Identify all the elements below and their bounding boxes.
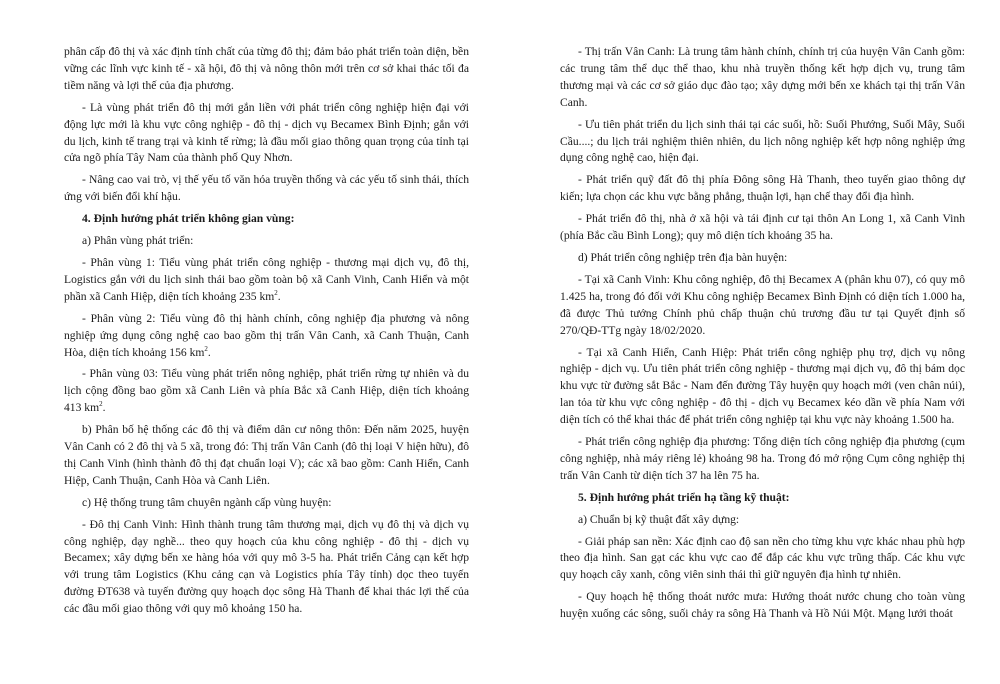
paragraph: b) Phân bố hệ thống các đô thị và điểm dân cư nông thôn: Đến năm 2025, huyện Vân Canh có 2 đô thị và 5 xã, trong đó: Thị trấn Vân Canh (đô thị loại V hiện hữu), đô thị Canh Vinh (hình thành đô thị đạt chuẩn loại V); các xã bao gồm: Canh Hiển, Canh Hiệp, Canh Thuận, Canh Hòa và Canh Liên. [64, 423, 469, 487]
paragraph: - Đô thị Canh Vinh: Hình thành trung tâm thương mại, dịch vụ đô thị và dịch vụ công nghiệp, dạy nghề... theo quy hoạch của khu công nghiệp - đô thị - dịch vụ Becamex; xây dựng bến xe hàng hóa với quy mô 3-5 ha. Phát triển Cảng cạn kết hợp với trung tâm Logistics (Khu cảng cạn và Logistics phía Tây tỉnh) dọc theo tuyến đường ĐT638 và tuyến đường quy hoạch dọc sông Hà Thanh để khai thác lợi thế của các đầu mối giao thông với quy mô khoảng 150 ha. [64, 517, 469, 616]
paragraph: c) Hệ thống trung tâm chuyên ngành cấp vùng huyện: [82, 495, 332, 509]
paragraph-text: - Phân vùng 03: Tiểu vùng phát triển nông nghiệp, phát triển rừng tự nhiên và du lịch cộng đồng bao gồm xã Canh Liên và phía Bắc xã Canh Hiệp, diện tích khoảng 413 km [64, 367, 469, 415]
paragraph [64, 311, 469, 362]
paragraph: - Giải pháp san nền: Xác định cao độ san nền cho từng khu vực khác nhau phù hợp theo địa hình. San gạt các khu vực cao để đắp các khu vực trũng thấp. Các khu vực quy hoạch cây xanh, công viên sinh thái thì giữ nguyên địa hình tự nhiên. [560, 534, 965, 582]
paragraph: - Tại xã Canh Vinh: Khu công nghiệp, đô thị Becamex A (phân khu 07), có quy mô 1.425 ha, trong đó đối với Khu công nghiệp Becamex Bình Định có diện tích 1.000 ha, đã được Thủ tướng Chính phủ chấp thuận chủ trương đầu tư tại Quyết định số 270/QĐ-TTg ngày 18/02/2020. [560, 272, 965, 337]
paragraph [64, 366, 469, 417]
paragraph: a) Phân vùng phát triển: [82, 234, 194, 248]
right-page [560, 44, 965, 628]
paragraph: - Quy hoạch hệ thống thoát nước mưa: Hướng thoát nước chung cho toàn vùng huyện xuống các sông, suối chảy ra sông Hà Thanh và Hồ Núi Một. Mạng lưới thoát [560, 590, 965, 621]
paragraph: phân cấp đô thị và xác định tính chất của từng đô thị; đảm bảo phát triển toàn diện, bền vững các lĩnh vực kinh tế - xã hội, đô thị và nông thôn mới trên cơ sở khai thác tối đa tiềm năng và lợi thế của địa phương. [64, 45, 469, 92]
superscript: 2 [274, 288, 278, 297]
paragraph: - Phát triển đô thị, nhà ở xã hội và tái định cư tại thôn An Long 1, xã Canh Vinh (phía Bắc cầu Bình Long); quy mô diện tích khoảng 35 ha. [560, 212, 965, 243]
paragraph-end: . [207, 345, 211, 359]
paragraph: - Phát triển công nghiệp địa phương: Tổng diện tích công nghiệp địa phương (cụm công nghiệp, nhà máy riêng lẻ) khoảng 98 ha. Trong đó mở rộng Cụm công nghiệp thị trấn Vân Canh từ diện tích 37 ha lên 75 ha. [560, 435, 965, 482]
paragraph: - Phát triển quỹ đất đô thị phía Đông sông Hà Thanh, theo tuyến giao thông dự kiến; lựa chọn các khu vực bằng phẳng, thuận lợi, hạn chế thay đổi địa hình. [560, 173, 965, 204]
paragraph-end: . [102, 401, 106, 415]
paragraph: - Là vùng phát triển đô thị mới gắn liền với phát triển công nghiệp hiện đại với động lực mới là khu vực công nghiệp - đô thị - dịch vụ Becamex Bình Định; gắn với du lịch, kinh tế trang trại và kinh tế rừng; là đầu mối giao thông quan trọng của tỉnh tại cửa ngõ phía Tây Nam của thành phố Quy Nhơn. [64, 100, 469, 165]
paragraph: - Nâng cao vai trò, vị thế yếu tố văn hóa truyền thống và các yếu tố sinh thái, thích ứng với biến đổi khí hậu. [64, 173, 469, 204]
paragraph: - Ưu tiên phát triển du lịch sinh thái tại các suối, hồ: Suối Phướng, Suối Mây, Suối Cầu....; du lịch trải nghiệm thiên nhiên, du lịch nông nghiệp kết hợp nông nghiệp ứng dụng công nghệ cao, hiện đại. [560, 117, 965, 165]
section-heading: 4. Định hướng phát triển không gian vùng: [82, 212, 295, 226]
superscript: 2 [99, 400, 103, 409]
section-heading: 5. Định hướng phát triển hạ tầng kỹ thuật: [578, 490, 790, 504]
paragraph-text: - Phân vùng 1: Tiểu vùng phát triển công nghiệp - thương mại dịch vụ, đô thị, Logistics gắn với du lịch sinh thái bao gồm toàn bộ xã Canh Vinh, Canh Hiển và một phần xã Canh Hiệp, diện tích khoảng 235 km [64, 255, 469, 303]
left-page [64, 44, 469, 623]
paragraph: a) Chuẩn bị kỹ thuật đất xây dựng: [578, 512, 740, 526]
paragraph: - Thị trấn Vân Canh: Là trung tâm hành chính, chính trị của huyện Vân Canh gồm: các trung tâm thể dục thể thao, khu nhà truyền thống kết hợp dịch vụ, trung tâm thương mại và các cơ sở giáo dục đào tạo; xây dựng mới bến xe khách tại thị trấn Vân Canh. [560, 45, 965, 109]
paragraph: d) Phát triển công nghiệp trên địa bàn huyện: [578, 250, 788, 264]
paragraph: - Tại xã Canh Hiển, Canh Hiệp: Phát triển công nghiệp phụ trợ, dịch vụ nông nghiệp - dịch vụ. Ưu tiên phát triển công nghiệp - thương mại dịch vụ, đô thị bám dọc khu vực từ đường sắt Bắc - Nam đến đường Tây huyện quy hoạch mới (ven chân núi), lan tỏa từ khu vực công nghiệp - đô thị - dịch vụ Becamex kéo dần về phía Nam với diện tích có thể khai thác để phát triển công nghiệp tại khu vực này khoảng 1.500 ha. [560, 345, 965, 427]
paragraph-text: - Phân vùng 2: Tiểu vùng đô thị hành chính, công nghiệp địa phương và nông nghiệp ứng dụng công nghệ cao bao gồm thị trấn Vân Canh, xã Canh Thuận, Canh Hòa, diện tích khoảng 156 km [64, 311, 469, 359]
paragraph [64, 255, 469, 306]
superscript: 2 [204, 344, 208, 353]
paragraph-end: . [277, 289, 281, 303]
